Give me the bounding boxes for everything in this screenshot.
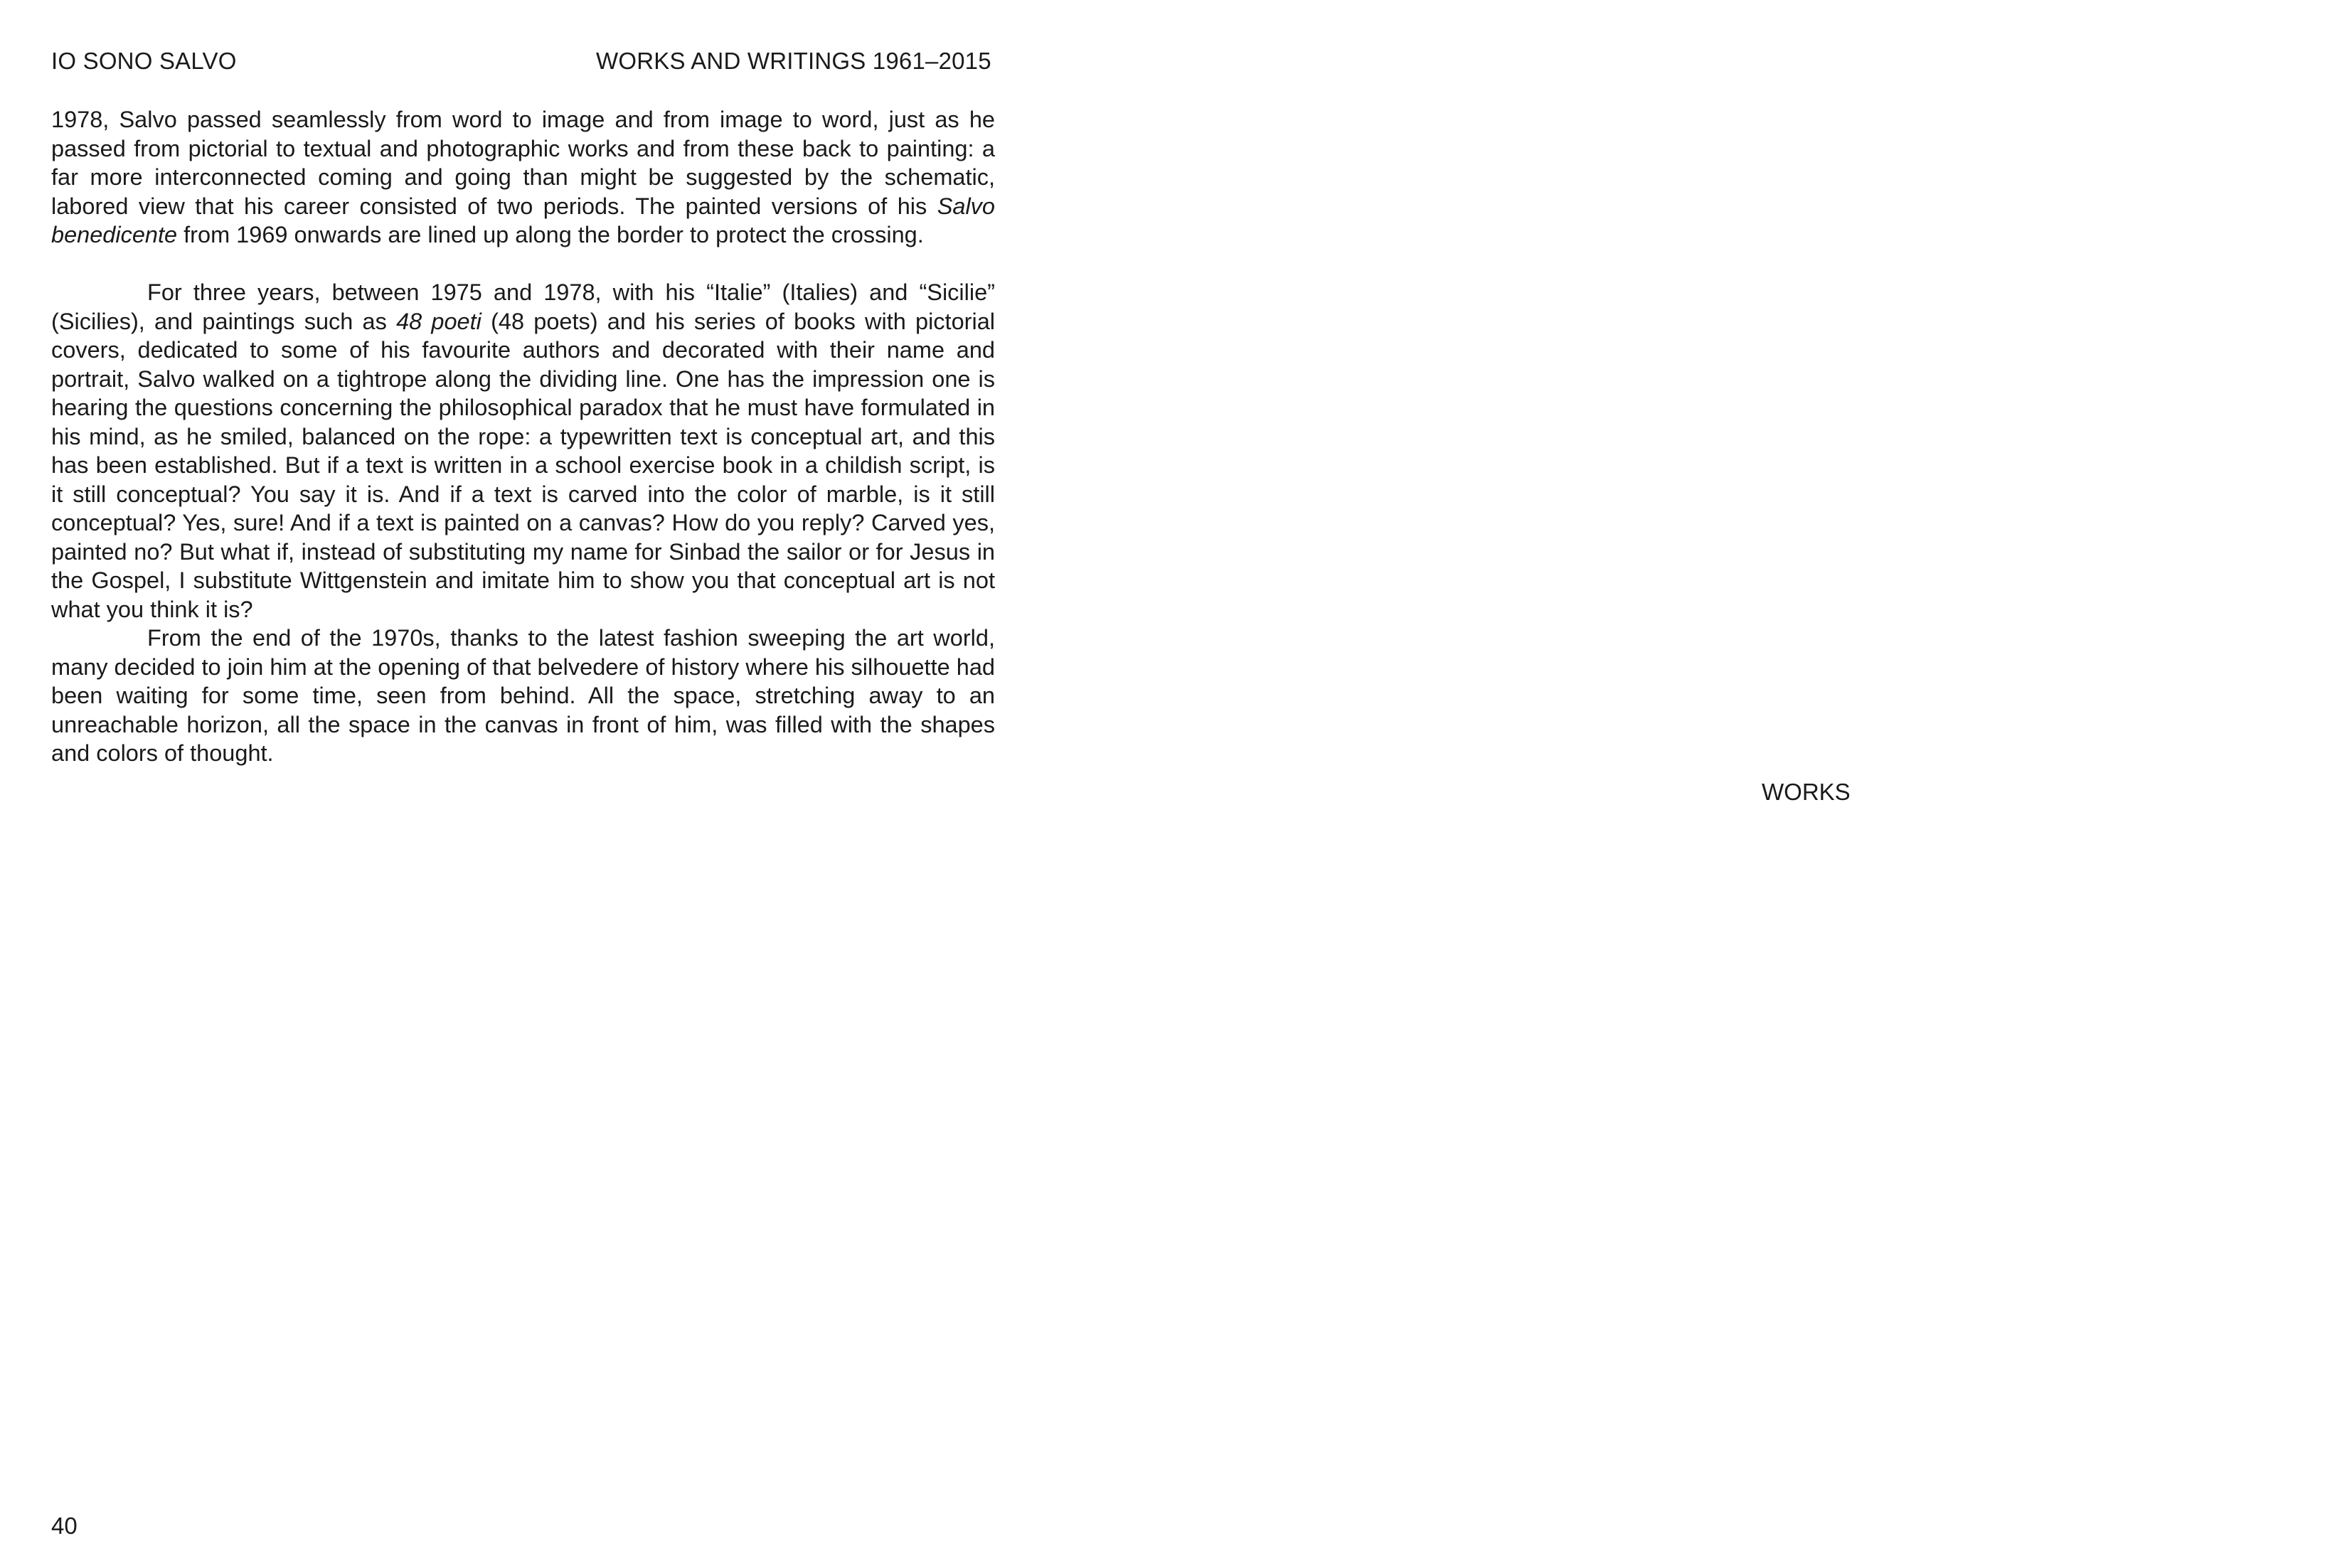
paragraph-2-text-b: (48 poets) and his series of books with pictorial covers, dedicated to some of his favourite authors and decorated with their name and portrait, Salvo walked on a tightrope along the dividing line. One has the impression one is hearing the questions concerning the philosophical paradox that he must have formulated in his mind, as he smiled, balanced on the rope: a typewritten text is conceptual art, and this has been established. But if a text is written in a school exercise book in a childish script, is it still conceptual? You say it is. And if a text is carved into the color of marble, is it still conceptual? Yes, sure! And if a text is painted on a canvas? How do you reply? Carved yes, painted no? But what if, instead of substituting my name for Sinbad the sailor or for Jesus in the Gospel, I substitute Wittgenstein and imitate him to show you that conceptual art is not what you think it is? [51,308,995,622]
paragraph-1-text-b: from 1969 onwards are lined up along the border to protect the crossing. [177,222,924,247]
page-number: 40 [51,1513,78,1539]
paragraph-2-italic-title: 48 poeti [396,308,481,334]
body-text [51,105,995,768]
paragraph-1-text-a: 1978, Salvo passed seamlessly from word to image and from image to word, just as he passed from pictorial to textual and photographic works and from these back to painting: a far more interconnected coming and going than might be suggested by the schematic, labored view that his career consisted of two periods. The painted versions of his [51,107,995,219]
paragraph-2-text-a: For three years, between 1975 and 1978, with his “Italie” (Italies) and “Sicilie” (Sicilies), and paintings such as [51,279,995,334]
paragraph-1-italic-title: Salvo benedicente [51,193,995,247]
running-head-left: IO SONO SALVO [51,48,237,74]
paragraph-1 [51,105,995,250]
section-label-works: WORKS [1762,779,1851,805]
paragraph-3: From the end of the 1970s, thanks to the latest fashion sweeping the art world, many decided to join him at the opening of that belvedere of history where his silhouette had been waiting for some time, seen from behind. All the space, stretching away to an unreachable horizon, all the space in the canvas in front of him, was filled with the shapes and colors of thought. [51,625,995,766]
running-head-right: WORKS AND WRITINGS 1961–2015 [596,48,991,74]
paragraph-2 [51,278,995,624]
